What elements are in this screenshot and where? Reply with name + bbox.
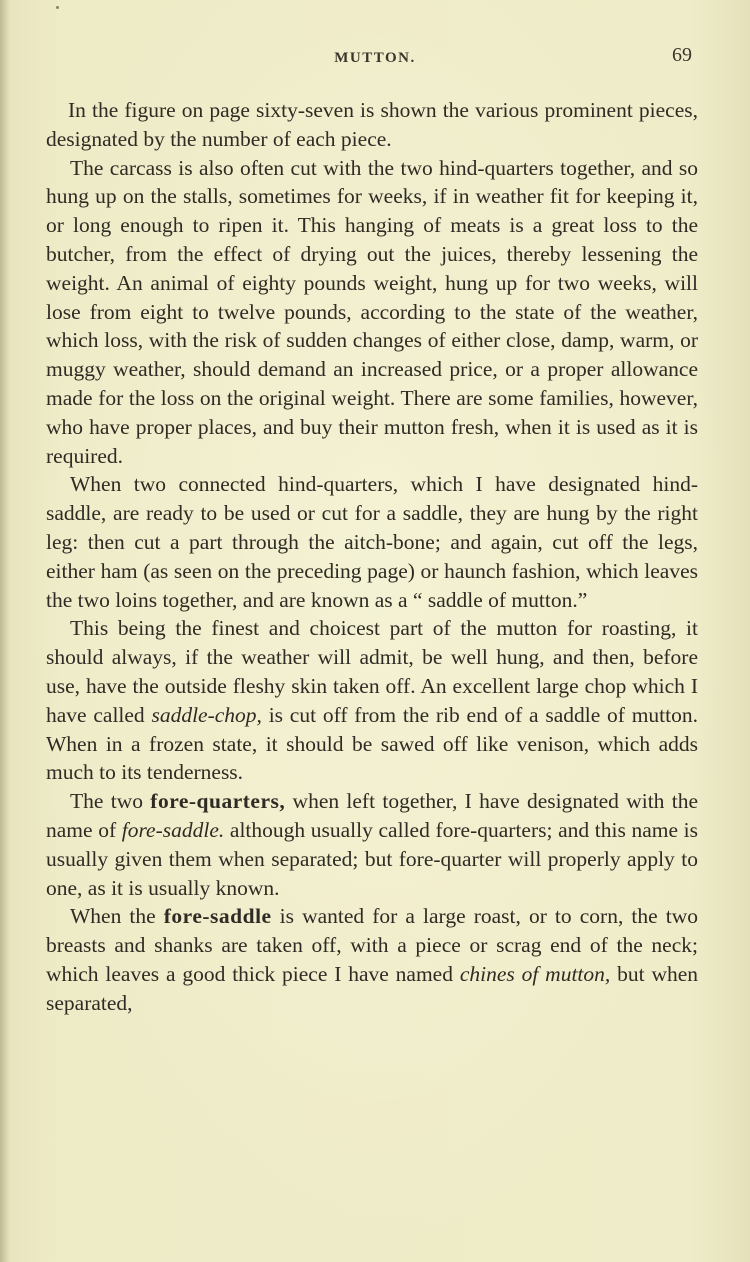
text-run: The two (70, 789, 151, 814)
italic-term-fore-saddle: fore-saddle. (121, 817, 225, 842)
text-run: although usually called fore-quarters; and this name is usually given them when separated; but fore-quarter will properly apply to one, as it is usually known. (46, 817, 699, 900)
paragraph-hanging-carcass: The carcass is also often cut with the two hind-quarters together, and so hung up on the stalls, sometimes for weeks, if in weather fit for keeping it, or long enough to ripen it. This hanging of meats is a great loss to the butcher, from the effect of drying out the juices, thereby lessening the weight. An animal of eighty pounds weight, hung up for two weeks, will lose from eight to twelve pounds, according to the state of the weather, which loss, with the risk of sudden changes of either close, damp, warm, or muggy weather, should demand an increased price, or a proper allowance made for the loss on the original weight. There are some families, however, who have proper places, and buy their mutton fresh, when it is used as it is required. (46, 155, 698, 468)
italic-term-saddle-chop: saddle-chop, (151, 702, 262, 727)
paragraph-figure-note: In the figure on page sixty-seven is shown the various prominent pieces, designated by the number of each piece. (46, 98, 698, 151)
text-run: When the (70, 904, 164, 929)
page-number: 69 (672, 44, 692, 66)
running-head: MUTTON. (334, 50, 416, 66)
text-run: is cut off from the rib end of a saddle of mutton. When in a frozen state, it should be sawed off like venison, which adds much to its tenderness. (46, 702, 698, 785)
paragraph-saddle-chop (46, 614, 698, 787)
text-run: when left together, I have designated with the name of (46, 789, 698, 842)
body-text (46, 96, 698, 1018)
gutter-shadow (0, 0, 10, 1262)
text-run: is wanted for a large roast, or to corn, the two breasts and shanks are taken off, with a piece or scrag end of the neck; which leaves a good thick piece I have named (46, 904, 698, 986)
bold-term-fore-quarters: fore-quarters, (150, 789, 286, 814)
paper-speck (56, 6, 59, 9)
text-run: This being the finest and choicest part of the mutton for roasting, it should always, if the weather will admit, be well hung, and then, before use, have the outside fleshy skin taken off. An excellent large chop which I have called (46, 616, 698, 727)
paragraph-hind-saddle: When two connected hind-quarters, which I have designated hind-saddle, are ready to be used or cut for a saddle, they are hung by the right leg: then cut a part through the aitch-bone; and again, cut off the legs, either ham (as seen on the preceding page) or haunch fashion, which leaves the two loins together, and are known as a “ saddle of mutton.” (46, 472, 698, 612)
bold-term-fore-saddle: fore-saddle (163, 904, 272, 929)
text-run: but when separated, (46, 961, 699, 1015)
paragraph-fore-saddle (46, 902, 698, 1017)
italic-term-chines-of-mutton: chines of mutton, (459, 961, 611, 986)
paragraph-fore-quarters (46, 787, 698, 902)
